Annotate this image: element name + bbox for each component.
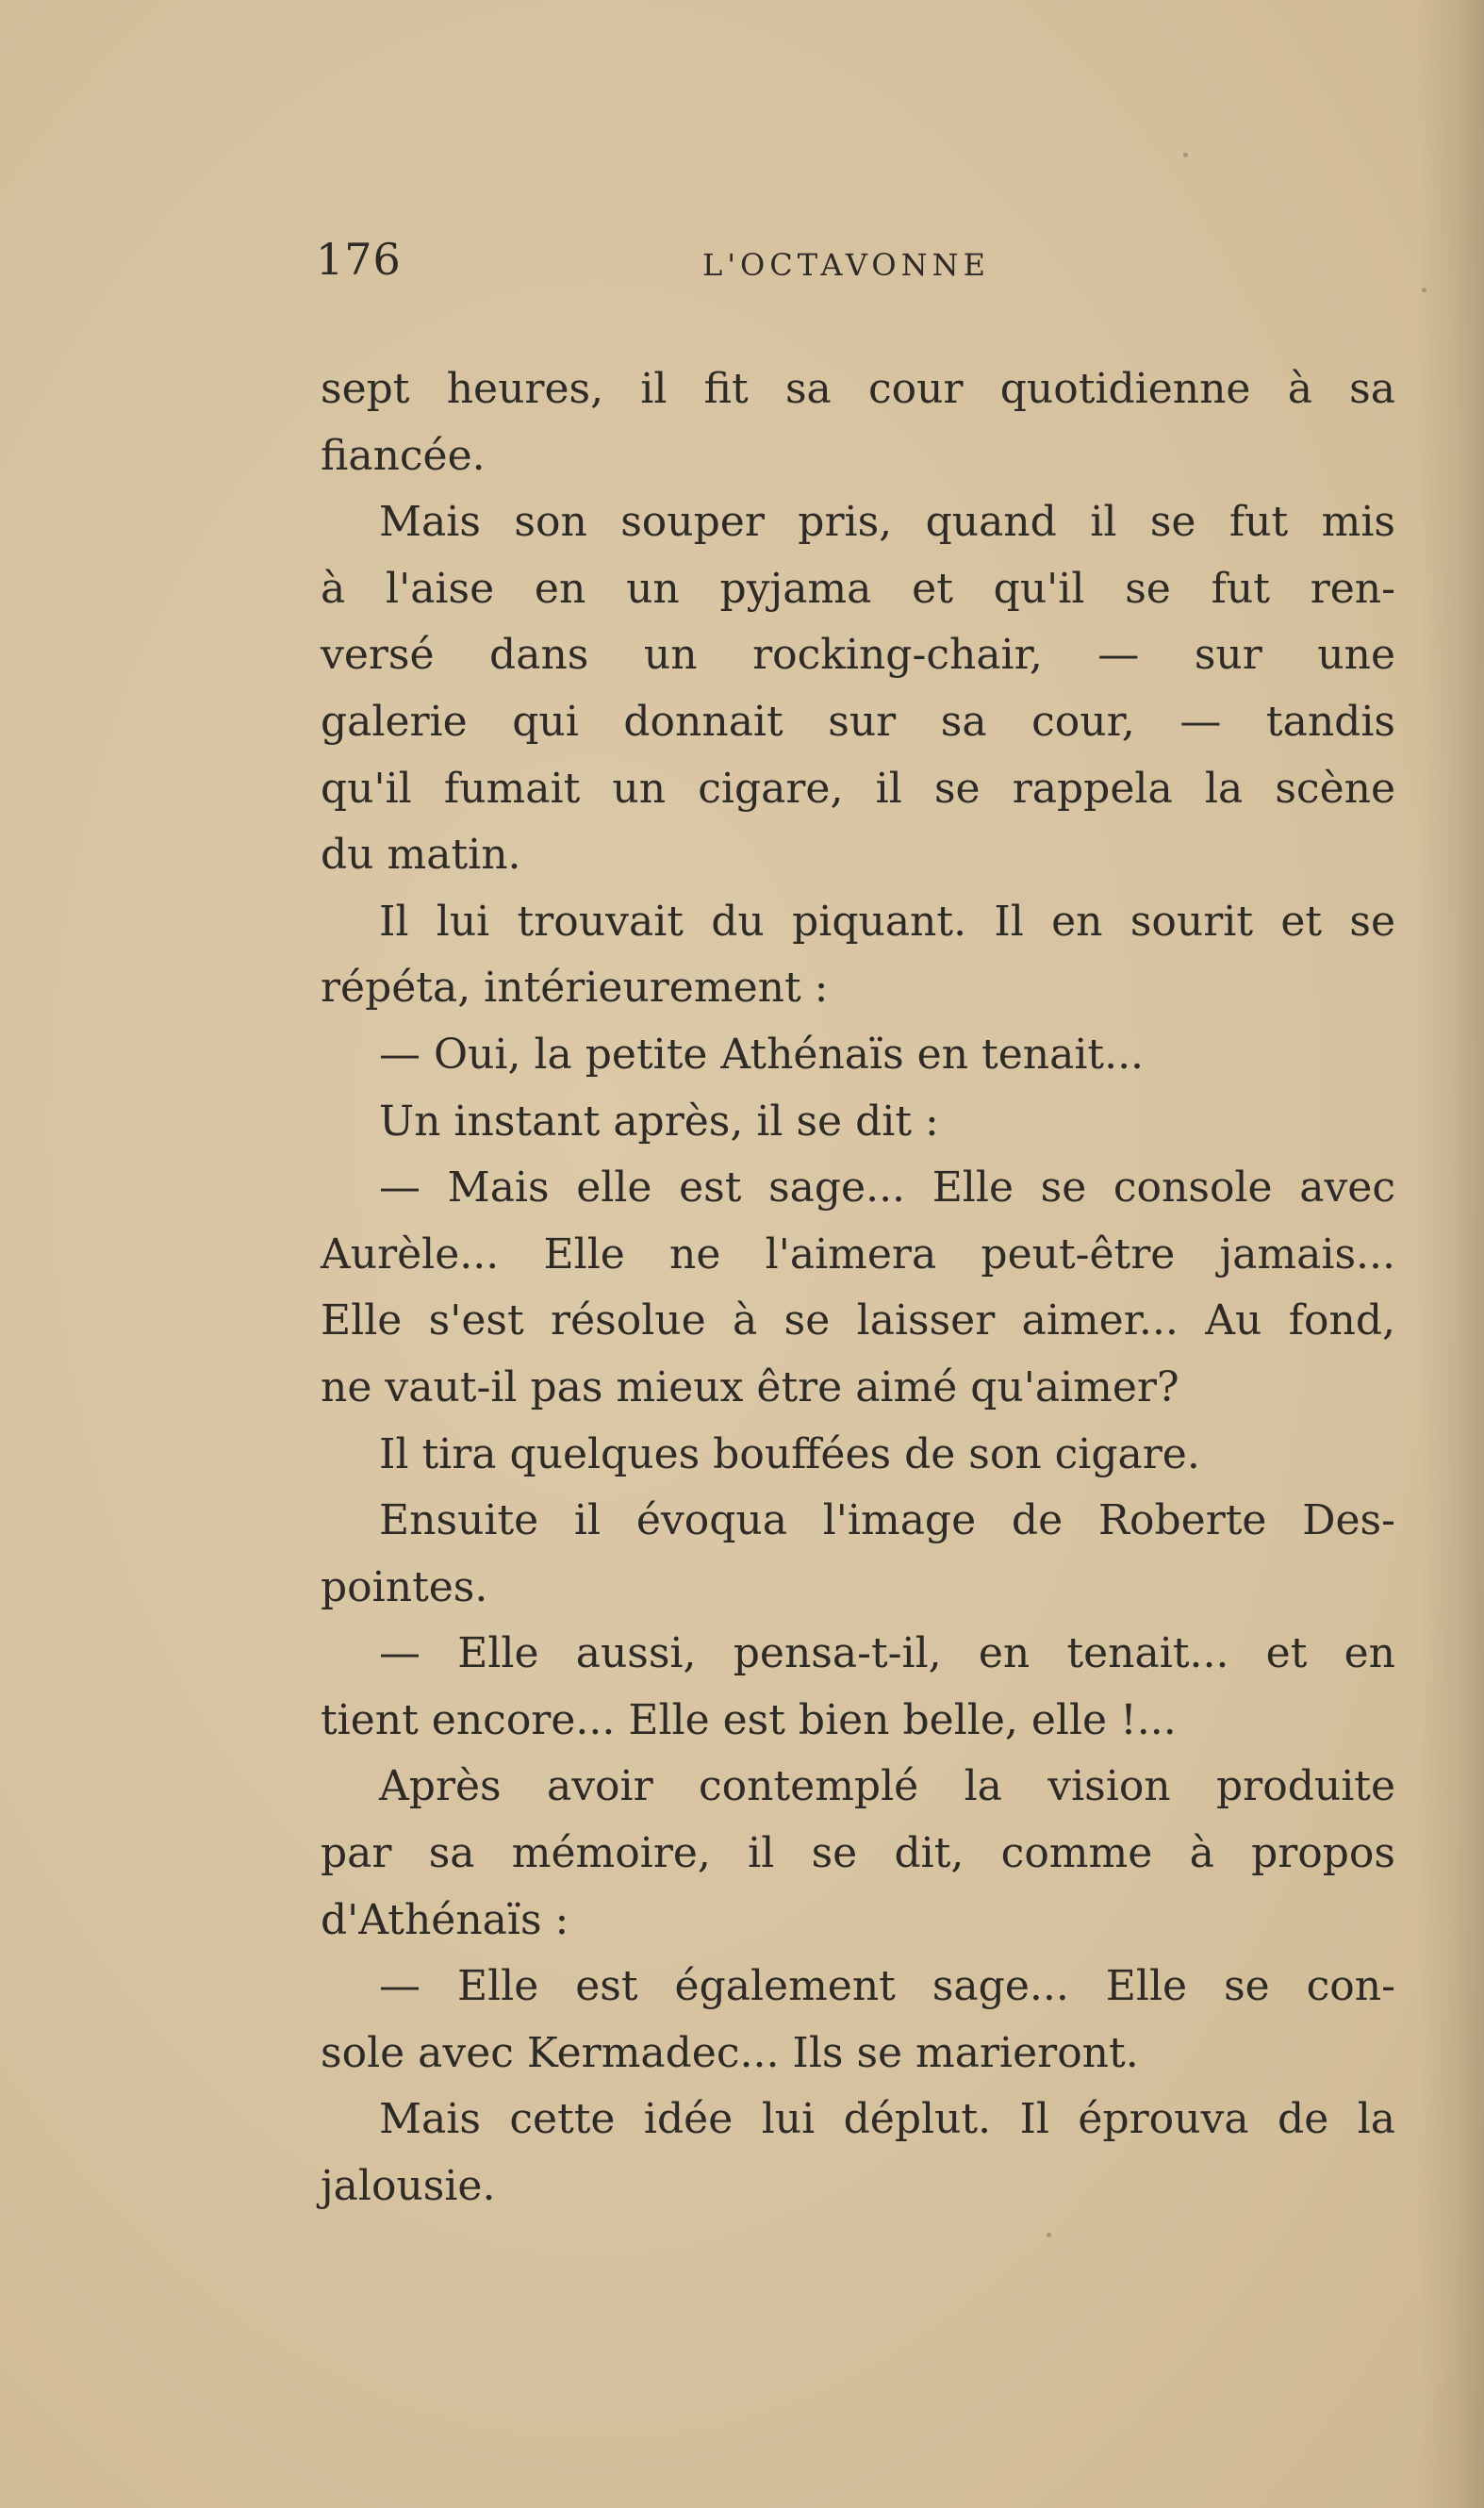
paper-speck bbox=[1422, 288, 1426, 292]
text-line: à l'aise en un pyjama et qu'il se fut ren- bbox=[321, 564, 1395, 613]
text-line: qu'il fumait un cigare, il se rappela la scène bbox=[321, 764, 1395, 813]
text-line: versé dans un rocking-chair, — sur une bbox=[321, 631, 1395, 680]
text-line: tient encore... Elle est bien belle, elle !... bbox=[321, 1695, 1177, 1744]
text-line: galerie qui donnait sur sa cour, — tandis bbox=[321, 697, 1395, 746]
text-line: — Elle est également sage... Elle se con- bbox=[379, 1962, 1395, 2011]
page-number: 176 bbox=[316, 234, 402, 285]
text-line: d'Athénaïs : bbox=[321, 1895, 569, 1944]
text-line: Un instant après, il se dit : bbox=[379, 1097, 939, 1146]
body-text bbox=[321, 356, 1395, 2220]
text-line: pointes. bbox=[321, 1562, 488, 1611]
text-line: Mais cette idée lui déplut. Il éprouva de la bbox=[379, 2095, 1395, 2144]
text-line: Aurèle... Elle ne l'aimera peut-être jamais... bbox=[321, 1229, 1395, 1279]
text-line: — Elle aussi, pensa-t-il, en tenait... et en bbox=[379, 1629, 1395, 1678]
text-line: sept heures, il fit sa cour quotidienne à sa bbox=[321, 365, 1395, 413]
text-line: fiancée. bbox=[321, 431, 486, 480]
page-edge-shadow bbox=[1418, 0, 1484, 2508]
text-line: Il lui trouvait du piquant. Il en sourit et se bbox=[379, 897, 1395, 946]
text-line: Après avoir contemplé la vision produite bbox=[379, 1762, 1395, 1811]
text-line: Mais son souper pris, quand il se fut mis bbox=[379, 498, 1395, 547]
text-line: — Mais elle est sage... Elle se console avec bbox=[379, 1163, 1395, 1213]
text-line: par sa mémoire, il se dit, comme à propos bbox=[321, 1829, 1395, 1878]
running-title: L'OCTAVONNE bbox=[702, 247, 991, 283]
text-line: — Oui, la petite Athénaïs en tenait... bbox=[379, 1030, 1145, 1079]
text-line: Ensuite il évoqua l'image de Roberte Des- bbox=[379, 1496, 1395, 1545]
paper-speck bbox=[1183, 153, 1188, 157]
text-line: Elle s'est résolue à se laisser aimer... Au fond, bbox=[321, 1296, 1395, 1345]
text-line: jalousie. bbox=[321, 2162, 496, 2211]
text-line: répéta, intérieurement : bbox=[321, 964, 829, 1013]
text-line: du matin. bbox=[321, 831, 521, 880]
paper-speck bbox=[1047, 2233, 1051, 2237]
text-line: Il tira quelques bouffées de son cigare. bbox=[379, 1429, 1200, 1478]
text-line: sole avec Kermadec... Ils se marieront. bbox=[321, 2028, 1139, 2077]
page-header bbox=[316, 234, 1400, 300]
text-line: ne vaut-il pas mieux être aimé qu'aimer? bbox=[321, 1362, 1179, 1411]
